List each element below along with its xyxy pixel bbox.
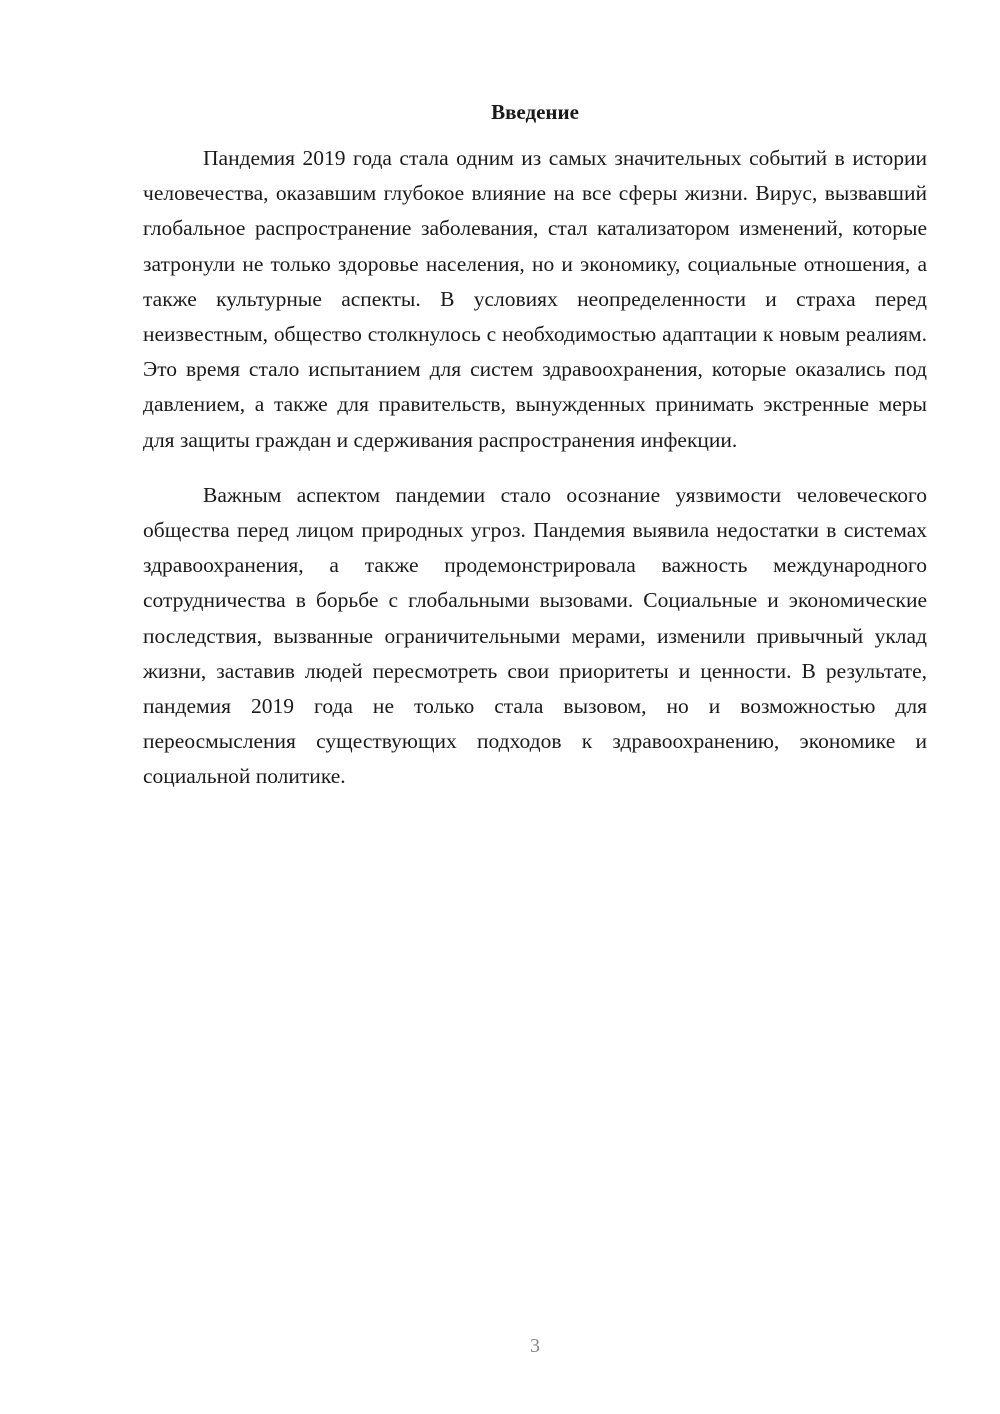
body-text [143, 141, 927, 795]
section-heading: Введение [491, 100, 579, 124]
paragraph-1: Пандемия 2019 года стала одним из самых значительных событий в истории человечества, оказавшим глубокое влияние на все сферы жизни. Вирус, вызвавший глобальное распространение заболевания, стал катализатором изменений, которые затронули не только здоровье населения, но и экономику, социальные отношения, а также культурные аспекты. В условиях неопределенности и страха перед неизвестным, общество столкнулось с необходимостью адаптации к новым реалиям. Это время стало испытанием для систем здравоохранения, которые оказались под давлением, а также для правительств, вынужденных принимать экстренные меры для защиты граждан и сдерживания распространения инфекции. [143, 146, 927, 452]
paragraph-2: Важным аспектом пандемии стало осознание уязвимости человеческого общества перед лицом природных угроз. Пандемия выявила недостатки в системах здравоохранения, а также продемонстрировала важность международного сотрудничества в борьбе с глобальными вызовами. Социальные и экономические последствия, вызванные ограничительными мерами, изменили привычный уклад жизни, заставив людей пересмотреть свои приоритеты и ценности. В результате, пандемия 2019 года не только стала вызовом, но и возможностью для переосмысления существующих подходов к здравоохранению, экономике и социальной политике. [143, 482, 927, 789]
page-number: 3 [530, 1335, 540, 1357]
